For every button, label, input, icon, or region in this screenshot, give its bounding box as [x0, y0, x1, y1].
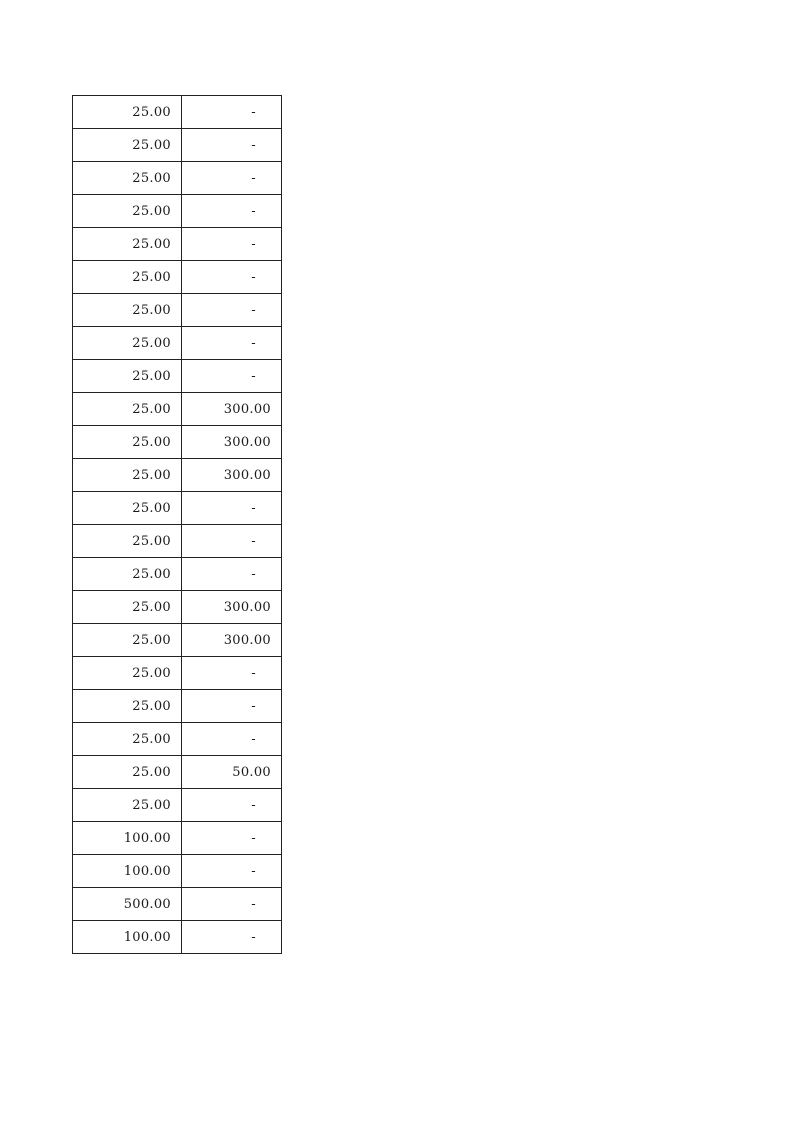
amount-cell: 25.00 [73, 162, 182, 195]
value-cell: - [182, 96, 282, 129]
value-cell: - [182, 690, 282, 723]
value-cell: - [182, 228, 282, 261]
table-row [73, 525, 282, 558]
amount-cell: 25.00 [73, 525, 182, 558]
value-cell: - [182, 558, 282, 591]
value-cell: - [182, 525, 282, 558]
amount-cell: 25.00 [73, 294, 182, 327]
table-row [73, 195, 282, 228]
table-row [73, 591, 282, 624]
table-row [73, 96, 282, 129]
table-row [73, 459, 282, 492]
table-row [73, 327, 282, 360]
table-row [73, 261, 282, 294]
amount-cell: 25.00 [73, 591, 182, 624]
value-cell: - [182, 162, 282, 195]
value-cell: - [182, 789, 282, 822]
value-cell: - [182, 888, 282, 921]
table-row [73, 789, 282, 822]
value-cell: - [182, 723, 282, 756]
value-cell: - [182, 822, 282, 855]
amount-cell: 25.00 [73, 657, 182, 690]
amount-cell: 25.00 [73, 558, 182, 591]
table-row [73, 129, 282, 162]
value-cell: 300.00 [182, 624, 282, 657]
table-body [73, 96, 282, 954]
value-cell: 300.00 [182, 591, 282, 624]
amount-cell: 100.00 [73, 921, 182, 954]
amount-cell: 25.00 [73, 789, 182, 822]
value-cell: - [182, 195, 282, 228]
amount-cell: 25.00 [73, 756, 182, 789]
amount-cell: 25.00 [73, 228, 182, 261]
amount-cell: 25.00 [73, 459, 182, 492]
table-row [73, 492, 282, 525]
table-row [73, 162, 282, 195]
amount-cell: 25.00 [73, 492, 182, 525]
value-cell: 300.00 [182, 426, 282, 459]
amount-cell: 25.00 [73, 360, 182, 393]
table-row [73, 393, 282, 426]
value-cell: 50.00 [182, 756, 282, 789]
amount-cell: 25.00 [73, 327, 182, 360]
amount-cell: 25.00 [73, 690, 182, 723]
value-cell: - [182, 360, 282, 393]
table-row [73, 360, 282, 393]
table-row [73, 624, 282, 657]
amount-cell: 25.00 [73, 261, 182, 294]
value-cell: 300.00 [182, 393, 282, 426]
table-row [73, 294, 282, 327]
amount-cell: 25.00 [73, 723, 182, 756]
table-row [73, 756, 282, 789]
amount-cell: 25.00 [73, 624, 182, 657]
amount-cell: 25.00 [73, 393, 182, 426]
amount-cell: 100.00 [73, 855, 182, 888]
value-cell: - [182, 129, 282, 162]
amount-cell: 25.00 [73, 96, 182, 129]
value-cell: - [182, 855, 282, 888]
table-row [73, 822, 282, 855]
table-row [73, 723, 282, 756]
amount-cell: 25.00 [73, 195, 182, 228]
table-row [73, 855, 282, 888]
table-row [73, 657, 282, 690]
amount-cell: 25.00 [73, 426, 182, 459]
table-row [73, 690, 282, 723]
value-cell: - [182, 327, 282, 360]
amount-cell: 25.00 [73, 129, 182, 162]
table-row [73, 426, 282, 459]
value-cell: - [182, 657, 282, 690]
value-cell: 300.00 [182, 459, 282, 492]
value-cell: - [182, 492, 282, 525]
table-row [73, 888, 282, 921]
value-cell: - [182, 294, 282, 327]
value-cell: - [182, 261, 282, 294]
amount-cell: 500.00 [73, 888, 182, 921]
data-table [72, 95, 282, 954]
value-cell: - [182, 921, 282, 954]
table-row [73, 558, 282, 591]
amount-cell: 100.00 [73, 822, 182, 855]
table-row [73, 921, 282, 954]
table-row [73, 228, 282, 261]
